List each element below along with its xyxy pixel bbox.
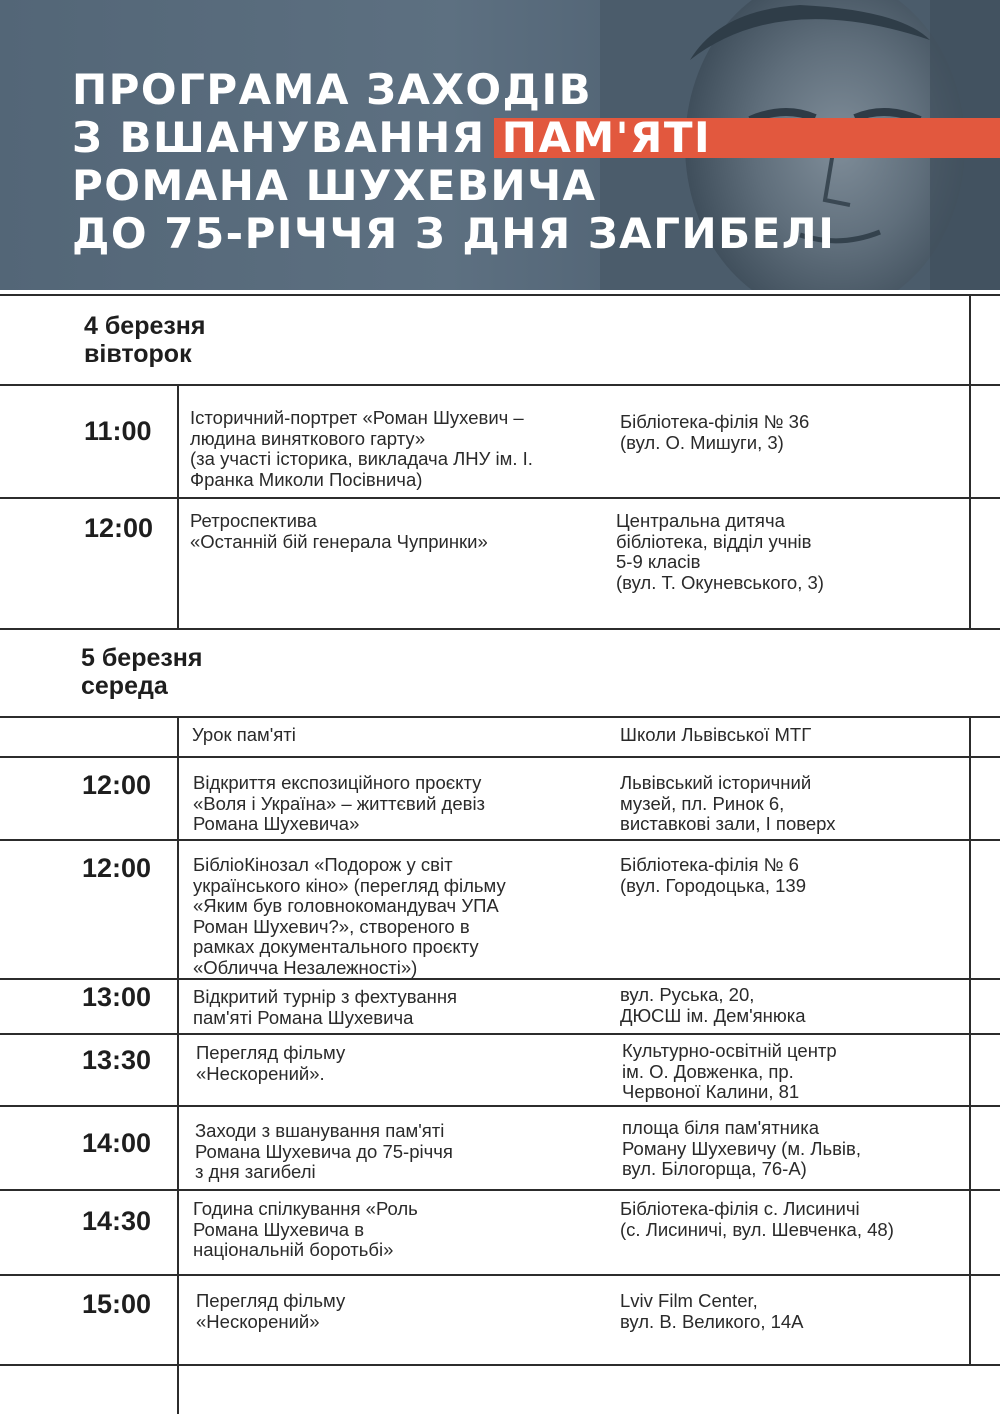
row-divider [0,978,1000,980]
row-divider [0,497,1000,499]
event-place: Бібліотека-філія № 6 (вул. Городоцька, 139 [620,854,806,896]
row-divider [0,1364,1000,1366]
page-title [72,66,835,258]
event-title: БібліоКінозал «Подорож у світ українського кіно» (перегляд фільму «Яким був головнокомандувач УПА Роман Шухевич?», створеного в рамках документального проєкту «Обличча Незалежності») [193,854,506,978]
event-time: 12:00 [82,770,152,800]
title-line: ПРОГРАМА ЗАХОДІВ [72,65,593,114]
row-divider [0,1033,1000,1035]
title-line: ДО 75-РІЧЧЯ З ДНЯ ЗАГИБЕЛІ [72,209,836,258]
event-title: Перегляд фільму «Нескорений». [196,1042,346,1084]
row-divider [0,1274,1000,1276]
column-divider [969,716,971,1364]
day-weekday: вівторок [84,340,192,368]
event-place: Центральна дитяча бібліотека, відділ учнів 5-9 класів (вул. Т. Окуневського, 3) [616,510,824,593]
event-time: 12:00 [82,853,152,883]
event-title: Заходи з вшанування пам'яті Романа Шухевича до 75-річчя з дня загибелі [195,1120,453,1182]
event-time: 11:00 [84,416,152,446]
event-time: 12:00 [84,513,154,543]
event-title: Ретроспектива «Останній бій генерала Чупринки» [190,510,488,552]
title-line-text: З ВШАНУВАННЯ [72,113,502,162]
event-title: Відкритий турнір з фехтування пам'яті Романа Шухевича [193,986,458,1028]
row-divider [0,1105,1000,1107]
event-place: Школи Львівської МТГ [620,724,812,745]
event-time: 13:00 [82,982,152,1012]
title-line [72,114,835,162]
title-line: РОМАНА ШУХЕВИЧА [72,161,597,210]
event-place: вул. Руська, 20, ДЮСШ ім. Дем'янюка [620,984,806,1026]
event-title: Перегляд фільму «Нескорений» [196,1290,346,1332]
event-title: Історичний-портрет «Роман Шухевич – людина виняткового гарту» (за участі історика, викладача ЛНУ ім. І. Франка Миколи Посівнича) [190,407,533,490]
event-time: 15:00 [82,1289,152,1319]
title-highlight: ПАМ'ЯТІ [501,113,712,162]
header-banner [0,0,1000,290]
row-divider [0,384,1000,386]
event-place: площа біля пам'ятника Роману Шухевичу (м. Львів, вул. Білогорща, 76-А) [622,1117,862,1179]
event-title: Відкриття експозиційного проєкту «Воля і Україна» – життєвий девіз Романа Шухевича» [193,772,486,834]
day-date: 5 березня [81,644,203,672]
row-divider [0,839,1000,841]
event-place: Бібліотека-філія с. Лисиничі (с. Лисиничі, вул. Шевченка, 48) [620,1198,894,1240]
row-divider [0,716,1000,718]
day-heading [84,312,205,368]
event-title: Урок пам'яті [192,724,296,745]
row-divider [0,628,1000,630]
event-time: 14:00 [82,1128,152,1158]
day-date: 4 березня [84,312,206,340]
event-place: Lviv Film Center, вул. В. Великого, 14А [620,1290,804,1332]
row-divider [0,756,1000,758]
row-divider [0,1189,1000,1191]
event-place: Львівський історичний музей, пл. Ринок 6, виставкові зали, І поверх [620,772,836,834]
event-time: 14:30 [82,1206,152,1236]
day-heading [81,644,202,700]
event-title: Година спілкування «Роль Романа Шухевича в національній боротьбі» [193,1198,418,1260]
column-divider [969,294,971,628]
event-place: Культурно-освітній центр ім. О. Довженка, пр. Червоної Калини, 81 [622,1040,837,1102]
column-divider [177,384,179,628]
event-time: 13:30 [82,1045,152,1075]
column-divider [177,716,179,1414]
row-divider [0,294,1000,296]
day-weekday: середа [81,672,168,700]
event-place: Бібліотека-філія № 36 (вул. О. Мишуги, 3) [620,411,810,453]
